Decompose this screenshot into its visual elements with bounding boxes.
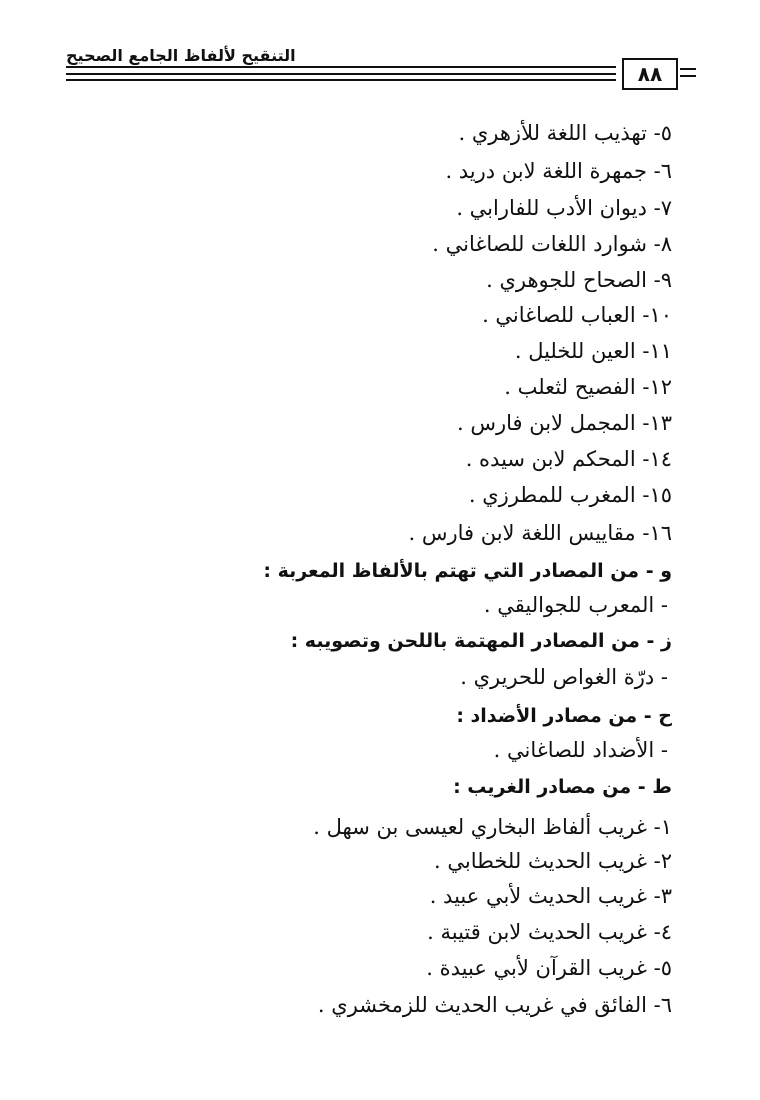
list-line: ١٠- العباب للصاغاني . [482, 303, 672, 327]
list-line: ٥- تهذيب اللغة للأزهري . [458, 121, 672, 145]
section-heading: و - من المصادر التي تهتم بالألفاظ المعربة : [263, 560, 672, 582]
header-rule-mid [66, 73, 616, 75]
list-line: ٨- شوارد اللغات للصاغاني . [432, 232, 672, 256]
header-rule-right-bottom [680, 75, 696, 77]
header-rule-top [66, 66, 616, 68]
list-line: ١- غريب ألفاظ البخاري لعيسى بن سهل . [313, 815, 672, 839]
list-line: ٤- غريب الحديث لابن قتيبة . [427, 920, 672, 944]
list-line: ٩- الصحاح للجوهري . [486, 268, 672, 292]
page-number: ٨٨ [622, 58, 678, 90]
list-line: ٧- ديوان الأدب للفارابي . [456, 196, 672, 220]
header-rule-bottom [66, 79, 616, 81]
list-line: ٥- غريب القرآن لأبي عبيدة . [426, 956, 672, 980]
list-line: - الأضداد للصاغاني . [493, 738, 668, 762]
running-title: التنقيح لألفاظ الجامع الصحيح [66, 46, 296, 65]
list-line: ١٢- الفصيح لثعلب . [504, 375, 672, 399]
list-line: ١٤- المحكم لابن سيده . [465, 447, 672, 471]
list-line: ١٥- المغرب للمطرزي . [468, 483, 672, 507]
section-heading: ح - من مصادر الأضداد : [456, 705, 672, 727]
section-heading: ز - من المصادر المهتمة باللحن وتصويبه : [290, 630, 672, 652]
list-line: ٦- جمهرة اللغة لابن دريد . [445, 159, 672, 183]
list-line: ٢- غريب الحديث للخطابي . [434, 849, 672, 873]
list-line: - المعرب للجواليقي . [483, 593, 668, 617]
list-line: ٦- الفائق في غريب الحديث للزمخشري . [317, 993, 672, 1017]
list-line: - درّة الغواص للحريري . [460, 665, 668, 689]
page-header [66, 46, 696, 96]
list-line: ٣- غريب الحديث لأبي عبيد . [429, 884, 672, 908]
section-heading: ط - من مصادر الغريب : [453, 776, 672, 798]
list-line: ١٣- المجمل لابن فارس . [456, 411, 672, 435]
list-line: ١١- العين للخليل . [514, 339, 672, 363]
list-line: ١٦- مقاييس اللغة لابن فارس . [408, 521, 672, 545]
header-rule-right-top [680, 68, 696, 70]
